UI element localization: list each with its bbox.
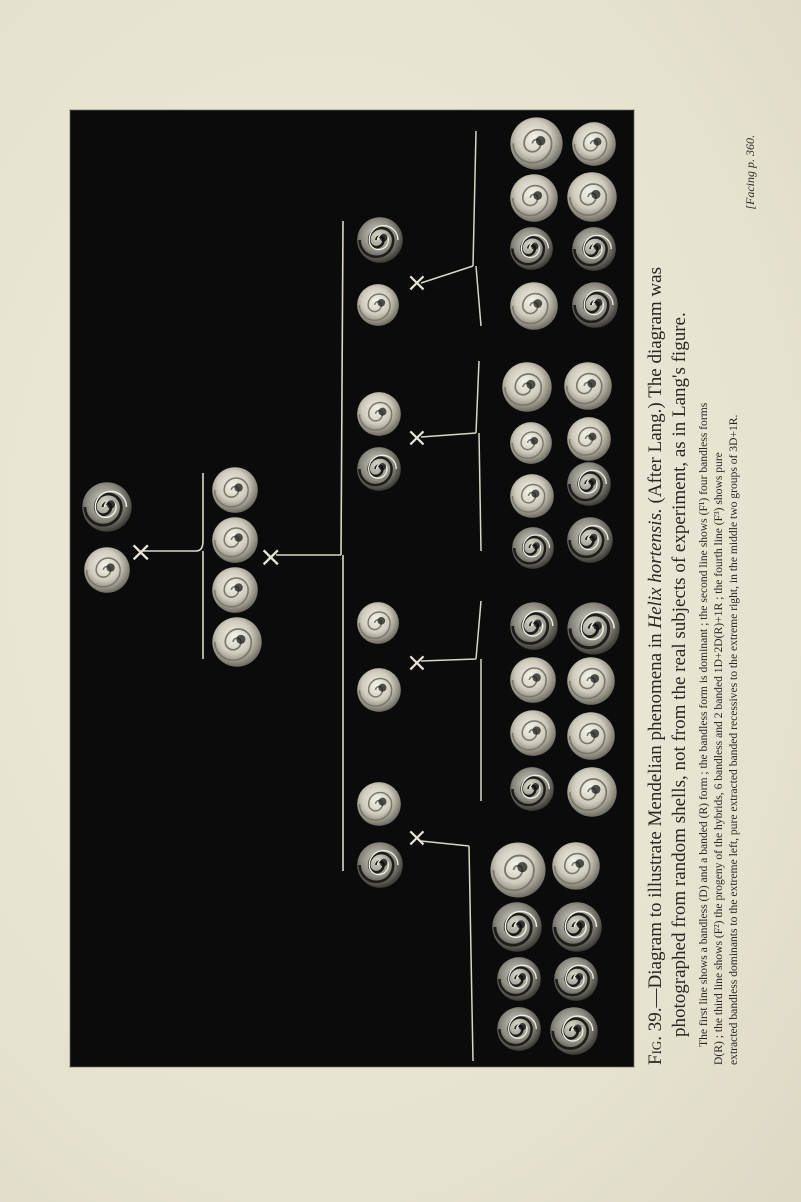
- figure-explanation: [696, 135, 741, 1065]
- f2-shell: [357, 782, 401, 826]
- photographic-plate: [70, 110, 634, 1067]
- f2-shell: [357, 842, 403, 888]
- f1-shell: [212, 467, 258, 513]
- f2-shell: [357, 217, 403, 263]
- shell-diagram: [71, 111, 633, 1066]
- bracket-f2-group: [421, 131, 481, 326]
- bracket-f2-group: [421, 841, 473, 1061]
- cross-symbol-f2: ×: [406, 268, 428, 298]
- f2-shell: [357, 602, 399, 644]
- f2-shell: [357, 447, 401, 491]
- species-name: Helix hortensis.: [645, 508, 666, 629]
- bracket-f1: [276, 221, 343, 871]
- cross-symbol-p: ×: [129, 535, 153, 568]
- cross-symbol-f1: ×: [259, 540, 283, 573]
- f2-shell: [357, 668, 401, 712]
- bracket-f2-group: [421, 601, 481, 801]
- f3-group: [502, 362, 613, 569]
- f2-shell: [357, 284, 399, 326]
- f2-shell: [357, 392, 401, 436]
- bracket-f2-group: [421, 361, 481, 551]
- facing-page-note: [Facing p. 360.: [743, 135, 757, 210]
- f3-group: [490, 842, 601, 1055]
- explanation-line: D(R) ; the third line shows (F²) the progeny of the hybrids, 6 bandless and 2 banded 1D+2D(R)+1R ; the fourth line (F³) shows pure: [712, 452, 725, 1065]
- figure-title-line2: photographed from random shells, not from the real subjects of experiment, as in Lang's figure.: [669, 312, 690, 1037]
- cross-symbol-f2: ×: [406, 423, 428, 453]
- parent-banded-shell: [82, 482, 131, 531]
- parent-bandless-shell: [84, 547, 130, 593]
- f3-group: [510, 117, 618, 329]
- f1-shell: [212, 517, 258, 563]
- cross-symbol-f2: ×: [406, 648, 428, 678]
- explanation-line: The first line shows a bandless (D) and a banded (R) form ; the bandless form is dominant ; the second line shows (F¹) four bandless forms: [697, 402, 710, 1047]
- f1-shell: [212, 567, 258, 613]
- f1-shell: [212, 617, 261, 666]
- figure-label: Fig. 39.: [645, 1007, 666, 1065]
- explanation-line: extracted bandless dominants to the extreme left, pure extracted banded recessives to the extreme right, in the middle two groups of 3D+1R.: [727, 414, 740, 1065]
- cross-symbol-f2: ×: [406, 823, 428, 853]
- figure-caption: [644, 135, 757, 1065]
- figure-title-part1: —Diagram to illustrate Mendelian phenomena in: [645, 633, 666, 1008]
- f3-group: [510, 602, 619, 816]
- figure-title-part2: (After Lang.) The diagram was: [645, 267, 666, 504]
